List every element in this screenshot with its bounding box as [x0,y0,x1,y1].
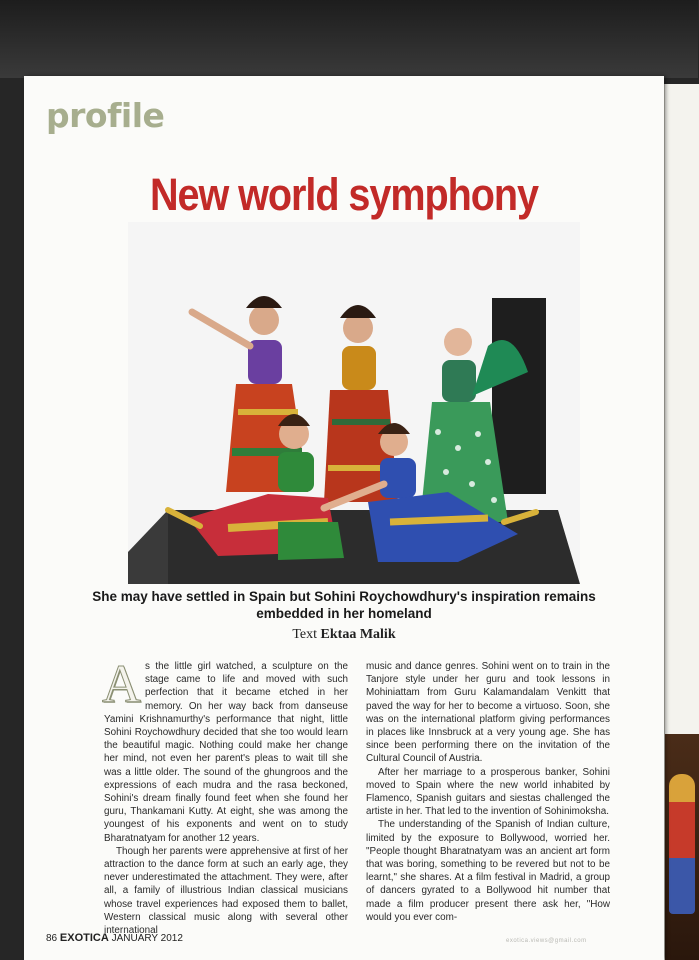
paragraph-text: s the little girl watched, a sculpture on the stage came to life and moved with such perfection that it became etched in her memory. On her way back from danseuse Yamini Krishnamurthy's performance that night, little Sohini Roychowdhury decided that she too would learn the beautiful magic. Nothing could make her change her mind, not even her parent's pleas to wait till she was a little older. The sound of the ghungroos and the expressions of each mudra and the rasa beckoned, Sohini's dream finally found feet when she found her guru, Thankamani Kutty. At eight, she was among the youngest of his exponents and went on to study Bharatnatyam for another 12 years. [104,661,348,844]
byline-prefix: Text [292,627,318,642]
adjacent-page-edge [664,84,699,960]
paragraph: music and dance genres. Sohini went on to train in the Tanjore style under her guru and took lessons in Mohiniattam from Guru Kalamandalam Venkitt that paved the way for her to become a virtuoso. Soon, she was on the international platform giving performances in places like Innsbruck at a very young age. She has since been performing there on the invitation of the Cultural Council of Austria. [366,661,610,765]
article-title: New world symphony [149,169,539,220]
section-label: profile [46,96,165,135]
footer-email: exotica.views@gmail.com [506,938,587,944]
paragraph [102,654,348,845]
paragraph: After her marriage to a prosperous banker, Sohini moved to Spain where the new world inhabited by Flamenco, Spanish guitars and siestas challenged the artiste in her. That led to the invention of Sohinimoksha. [366,766,610,818]
issue-date: JANUARY 2012 [111,933,183,944]
dancers-illustration [128,222,580,584]
page-footer [46,932,183,944]
byline [84,627,604,643]
scan-background [0,0,698,78]
magazine-name: EXOTICA [59,932,109,944]
paragraph: The understanding of the Spanish of Indian culture, limited by the exposure to Bollywood, worried her. "People thought Bharatnatyam was an ancient art form that was boring, something to be revered but not to be learnt," she shares. At a film festival in Madrid, a group of dancers gyrated to a Bollywood hit number that made a film producer present there ask her, "How would you ever com- [366,819,610,923]
drop-cap: A [102,654,141,714]
magazine-page [24,76,664,960]
page-number: 86 [46,933,58,944]
byline-author: Ektaa Malik [320,627,396,642]
photo-caption: She may have settled in Spain but Sohini Roychowdhury's inspiration remains embedded in her homeland [92,589,596,621]
dancers-photo [128,222,580,584]
article-column-left [102,654,348,937]
article-column-right [366,660,610,930]
adjacent-page-photo [665,734,699,960]
paragraph: Though her parents were apprehensive at first of her attraction to the dance form at such an early age, they never underestimated the attachment. They were, after all, a family of illustrious Indian classical musicians whose travel experiences had exposed them to ballet, Western classical music along with several other international [104,845,348,937]
adjacent-dancer-figure [669,774,695,914]
